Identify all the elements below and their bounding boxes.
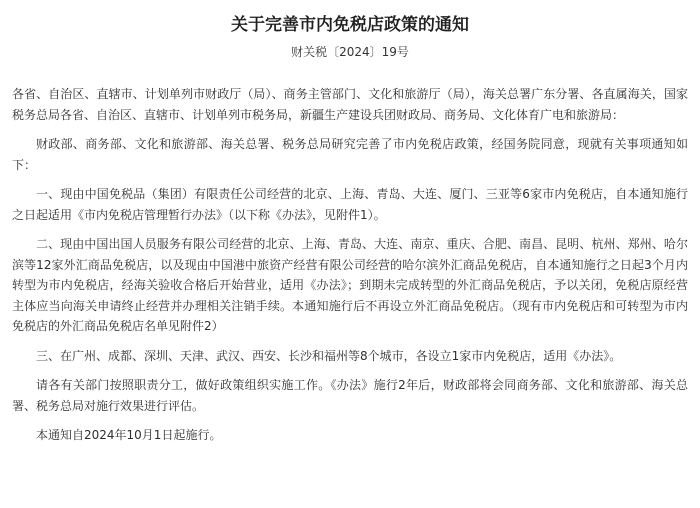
addressees-paragraph: 各省、自治区、直辖市、计划单列市财政厅（局）、商务主管部门、文化和旅游厅（局），海关总署广东分署、各直属海关，国家税务总局各省、自治区、直辖市、计划单列市税务局，新疆生产建设兵团财政局、商务局、文化体育广电和旅游局：: [12, 87, 688, 122]
item-three-paragraph: 三、在广州、成都、深圳、天津、武汉、西安、长沙和福州等8个城市，各设立1家市内免税店，适用《办法》。: [36, 348, 622, 363]
intro-paragraph: 财政部、商务部、文化和旅游部、海关总署、税务总局研究完善了市内免税店政策，经国务院同意，现就有关事项通知如下：: [12, 137, 688, 172]
document-title: 关于完善市内免税店政策的通知: [231, 15, 469, 35]
implementation-paragraph: 请各有关部门按照职责分工，做好政策组织实施工作。《办法》施行2年后，财政部将会同商务部、文化和旅游部、海关总署、税务总局对施行效果进行评估。: [12, 378, 688, 413]
effective-date-paragraph: 本通知自2024年10月1日起施行。: [36, 428, 222, 442]
document-number: 财关税〔2024〕19号: [291, 45, 409, 59]
item-two-paragraph: 二、现由中国出国人员服务有限公司经营的北京、上海、青岛、大连、南京、重庆、合肥、南昌、昆明、杭州、郑州、哈尔滨等12家外汇商品免税店，以及现由中国港中旅资产经营有限公司经营的哈尔滨外汇商品免税店，自本通知施行之日起3个月内转型为市内免税店，经海关验收合格后开始营业，适用《办法》；到期未完成转型的外汇商品免税店，予以关闭，免税店原经营主体应当向海关申请终止经营并办理相关注销手续。本通知施行后不再设立外汇商品免税店。（现有市内免税店和可转型为市内免税店的外汇商品免税店名单见附件2）: [12, 237, 688, 333]
item-one-paragraph: 一、现由中国免税品（集团）有限责任公司经营的北京、上海、青岛、大连、厦门、三亚等6家市内免税店，自本通知施行之日起适用《市内免税店管理暂行办法》（以下称《办法》，见附件1）。: [12, 187, 688, 222]
document-body: [12, 84, 688, 446]
